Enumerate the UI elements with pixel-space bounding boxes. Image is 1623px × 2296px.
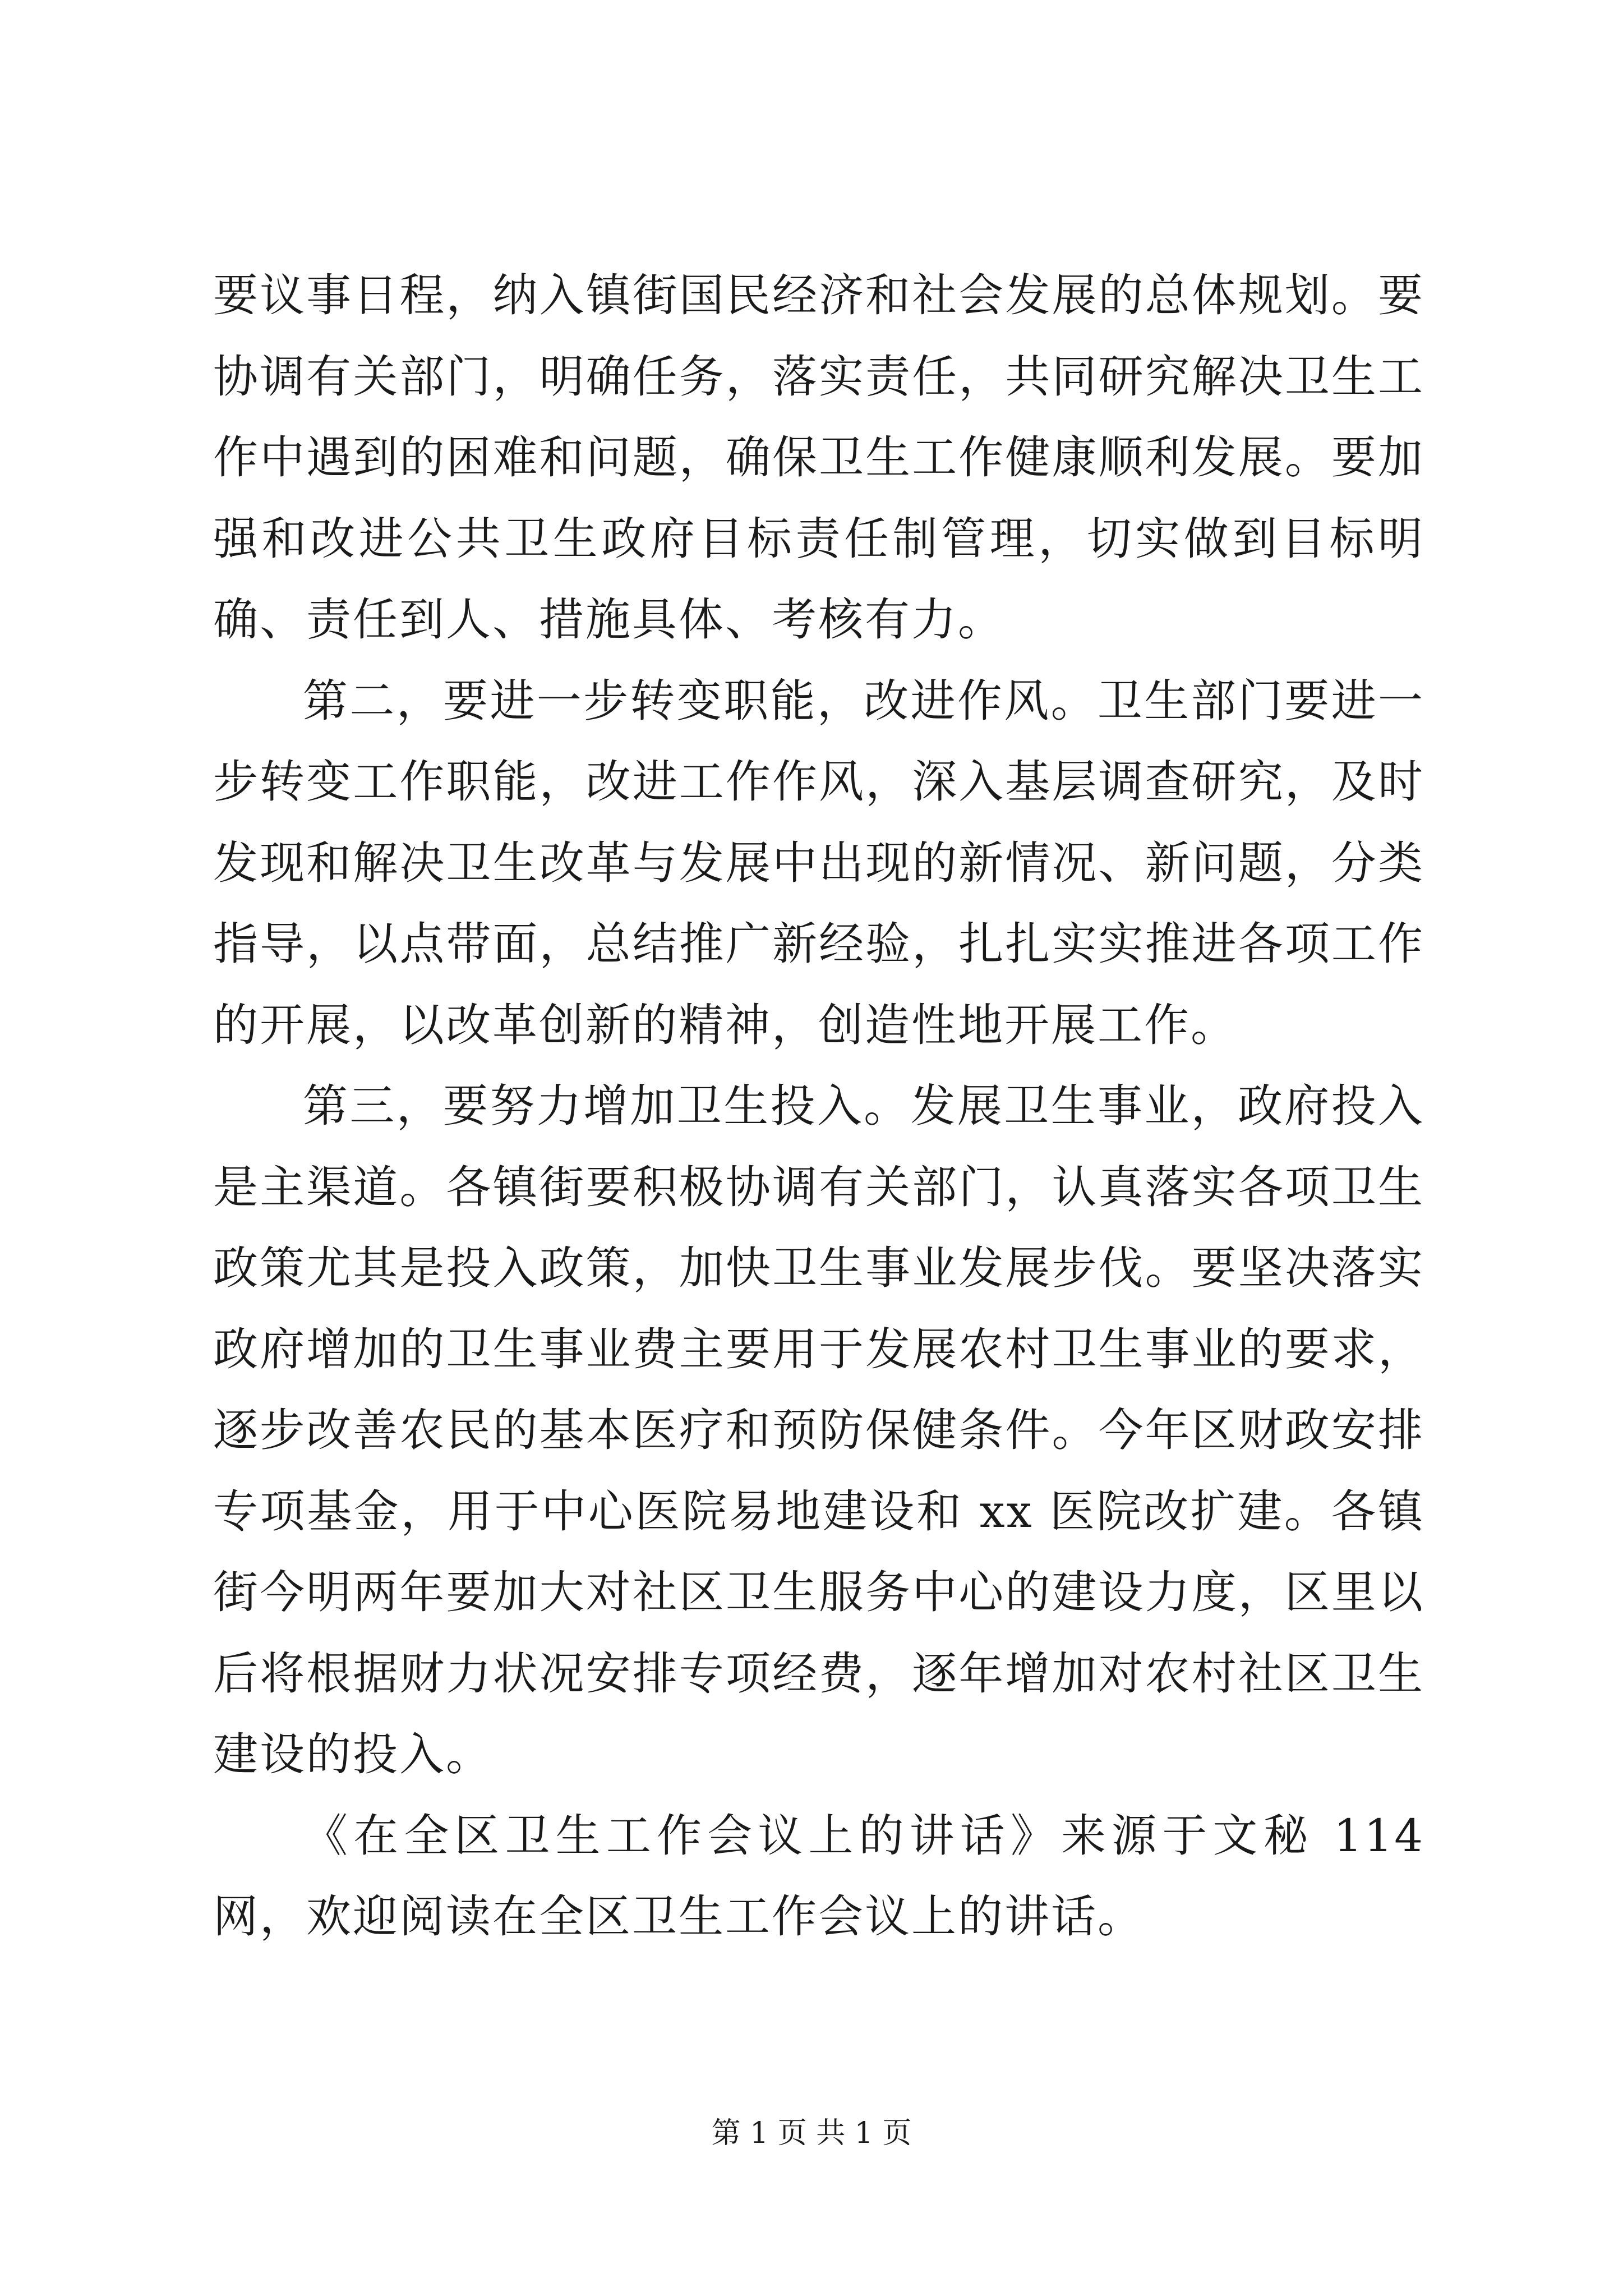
paragraph-continuation: 要议事日程，纳入镇街国民经济和社会发展的总体规划。要协调有关部门，明确任务，落实责任，共同研究解决卫生工作中遇到的困难和问题，确保卫生工作健康顺利发展。要加强和改进公共卫生政府目标责任制管理，切实做到目标明确、责任到人、措施具体、考核有力。 (213, 269, 1424, 646)
paragraph-third-point: 第三，要努力增加卫生投入。发展卫生事业，政府投入是主渠道。各镇街要积极协调有关部门，认真落实各项卫生政策尤其是投入政策，加快卫生事业发展步伐。要坚决落实政府增加的卫生事业费主要用于发展农村卫生事业的要求，逐步改善农民的基本医疗和预防保健条件。今年区财政安排专项基金，用于中心医院易地建设和 xx 医院改扩建。各镇街今明两年要加大对社区卫生服务中心的建设力度，区里以后将根据财力状况安排专项经费，逐年增加对农村社区卫生建设的投入。 (213, 1080, 1424, 1780)
paragraph-second-point: 第二，要进一步转变职能，改进作风。卫生部门要进一步转变工作职能，改进工作作风，深入基层调查研究，及时发现和解决卫生改革与发展中出现的新情况、新问题，分类指导，以点带面，总结推广新经验，扎扎实实推进各项工作的开展，以改革创新的精神，创造性地开展工作。 (213, 674, 1424, 1051)
page-footer: 第 1 页 共 1 页 (711, 2116, 912, 2150)
document-body (213, 255, 1424, 1958)
paragraph-source-note: 《在全区卫生工作会议上的讲话》来源于文秘 114 网，欢迎阅读在全区卫生工作会议上的讲话。 (213, 1809, 1424, 1943)
